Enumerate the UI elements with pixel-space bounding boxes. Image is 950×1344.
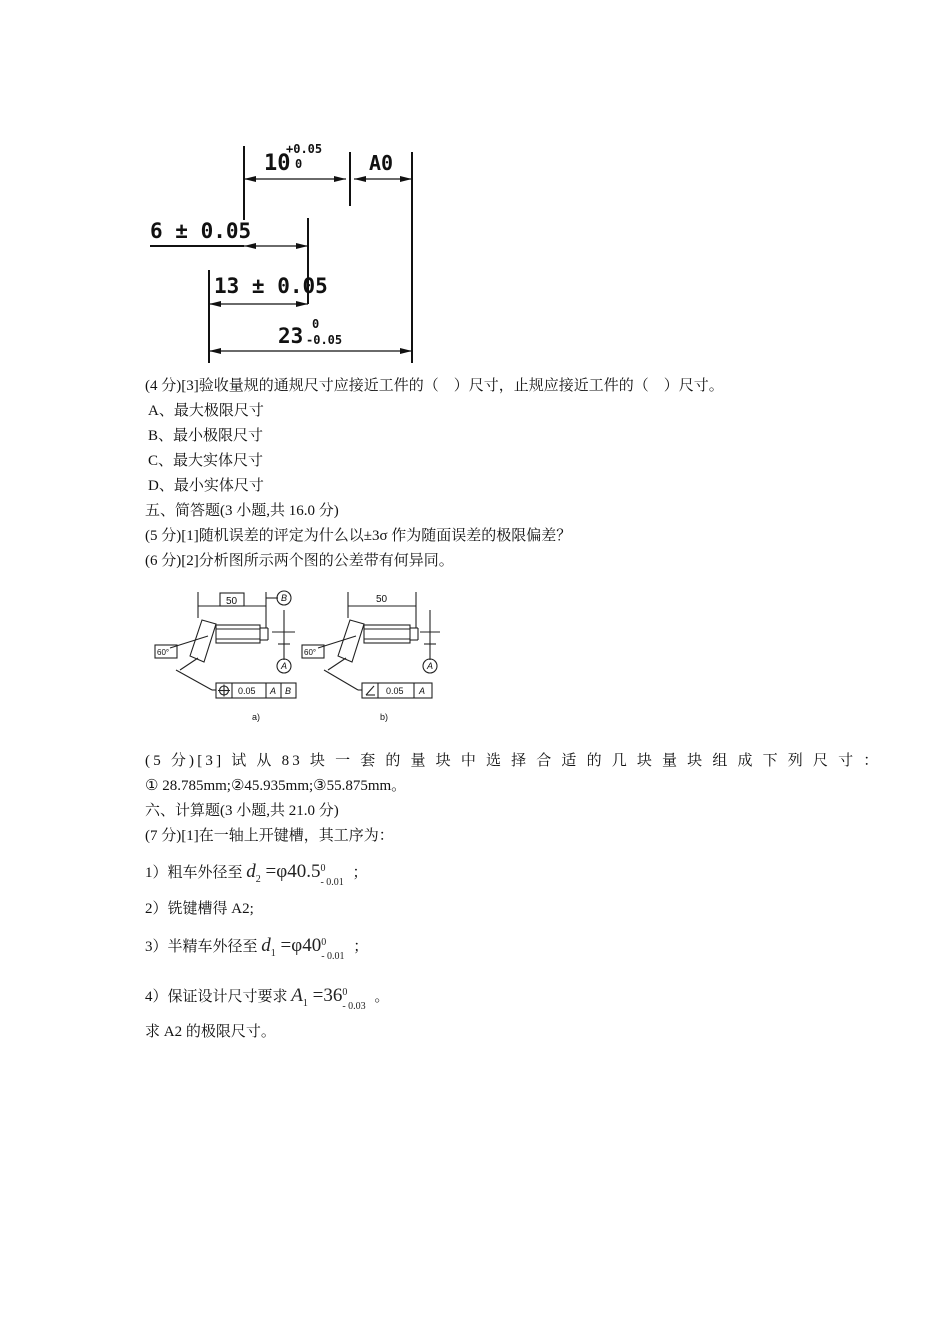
step-4 [145,985,390,1012]
drawing-a-tol-value: 0.05 [238,686,256,696]
final-question: 求 A2 的极限尺寸。 [145,1024,276,1040]
section-5-title: 五、简答题(3 小题,共 16.0 分) [145,503,339,519]
dim-bottom-label: 23 [278,324,304,348]
option-c: C、最大实体尺寸 [148,453,264,469]
drawing-a [155,591,296,698]
step-1-tol-lower: - 0.01 [320,876,344,888]
section-6-title: 六、计算题(3 小题,共 21.0 分) [145,803,339,819]
dim-a0-label: A0 [369,151,394,175]
drawing-b-ref-1: A [419,686,426,696]
section-5-question-3-line-2: ① 28.785mm;②45.935mm;③55.875mm。 [145,778,407,794]
section-5-question-2: (6 分)[2]分析图所示两个图的公差带有何异同。 [145,553,454,569]
step-4-sub: 1 [302,998,308,1009]
step-4-value: =36 [312,985,343,1006]
drawing-b-dim: 50 [376,594,388,605]
dim-left-label: 6 ± 0.05 [150,219,252,243]
section-5-question-1: (5 分)[1]随机误差的评定为什么以±3σ 作为随面误差的极限偏差？ [145,528,572,544]
step-3-tol-upper: 0 [321,936,327,948]
step-4-text: 4）保证设计尺寸要求 [145,989,288,1005]
drawing-b-angle: 60° [304,648,317,657]
step-4-tol-upper: 0 [342,986,348,998]
step-3-var: d [261,935,271,956]
step-4-end: 。 [374,989,390,1005]
section-5-question-3-line-1: (5 分)[3] 试 从 83 块 一 套 的 量 块 中 选 择 合 适 的 几 块 量 块 组 成 下 列 尺 寸 ： [145,753,882,769]
drawing-a-dim: 50 [226,596,238,607]
tolerance-comparison-figure [150,580,450,730]
dim-bottom-tol-lower: -0.05 [306,333,343,347]
option-a: A、最大极限尺寸 [148,403,264,419]
drawing-b [302,592,440,698]
drawing-a-datum-b: B [281,593,288,603]
drawing-b-tol-value: 0.05 [386,686,404,696]
option-d: D、最小实体尺寸 [148,478,264,494]
step-3-formula [261,935,353,962]
step-3-value: =φ40 [280,935,322,956]
step-4-tol-lower: - 0.03 [342,1000,366,1012]
step-2: 2）铣键槽得 A2; [145,901,254,917]
step-3 [145,935,369,962]
dim-top-label: 10 [264,151,291,176]
drawing-a-ref-2: B [285,686,292,696]
step-1 [145,861,368,888]
step-1-sub: 2 [255,874,261,885]
dim-top-tol-lower: 0 [295,157,303,171]
step-3-text: 3）半精车外径至 [145,939,258,955]
option-b: B、最小极限尺寸 [148,428,264,444]
drawing-a-datum-a: A [281,661,288,671]
drawing-b-caption: b) [380,712,389,722]
drawing-a-angle: 60° [157,648,170,657]
drawing-b-datum-a: A [427,661,434,671]
step-1-text: 1）粗车外径至 [145,865,243,881]
dim-bottom-tol-upper: 0 [312,317,320,331]
step-1-tolerance [320,862,352,888]
step-4-formula [291,985,374,1012]
step-1-value: =φ40.5 [265,861,321,882]
step-1-formula [246,861,352,888]
step-1-end: ； [352,865,368,881]
step-3-end: ； [353,939,369,955]
dimension-chain-figure [140,138,430,370]
step-1-var: d [246,861,256,882]
step-1-tol-upper: 0 [320,862,326,874]
step-4-tolerance [342,986,374,1012]
drawing-a-ref-1: A [270,686,277,696]
section-6-question-1-stem: (7 分)[1]在一轴上开键槽，其工序为： [145,828,394,844]
step-4-var: A [291,985,303,1006]
dim-mid-label: 13 ± 0.05 [214,274,328,298]
drawing-a-caption: a) [252,712,261,722]
step-3-sub: 1 [270,948,276,959]
step-3-tolerance [321,936,353,962]
question-4-3-stem: (4 分)[3]验收量规的通规尺寸应接近工件的（ ）尺寸，止规应接近工件的（ ）尺寸。 [145,378,724,394]
step-3-tol-lower: - 0.01 [321,950,345,962]
dim-top-tol-upper: +0.05 [286,142,323,156]
